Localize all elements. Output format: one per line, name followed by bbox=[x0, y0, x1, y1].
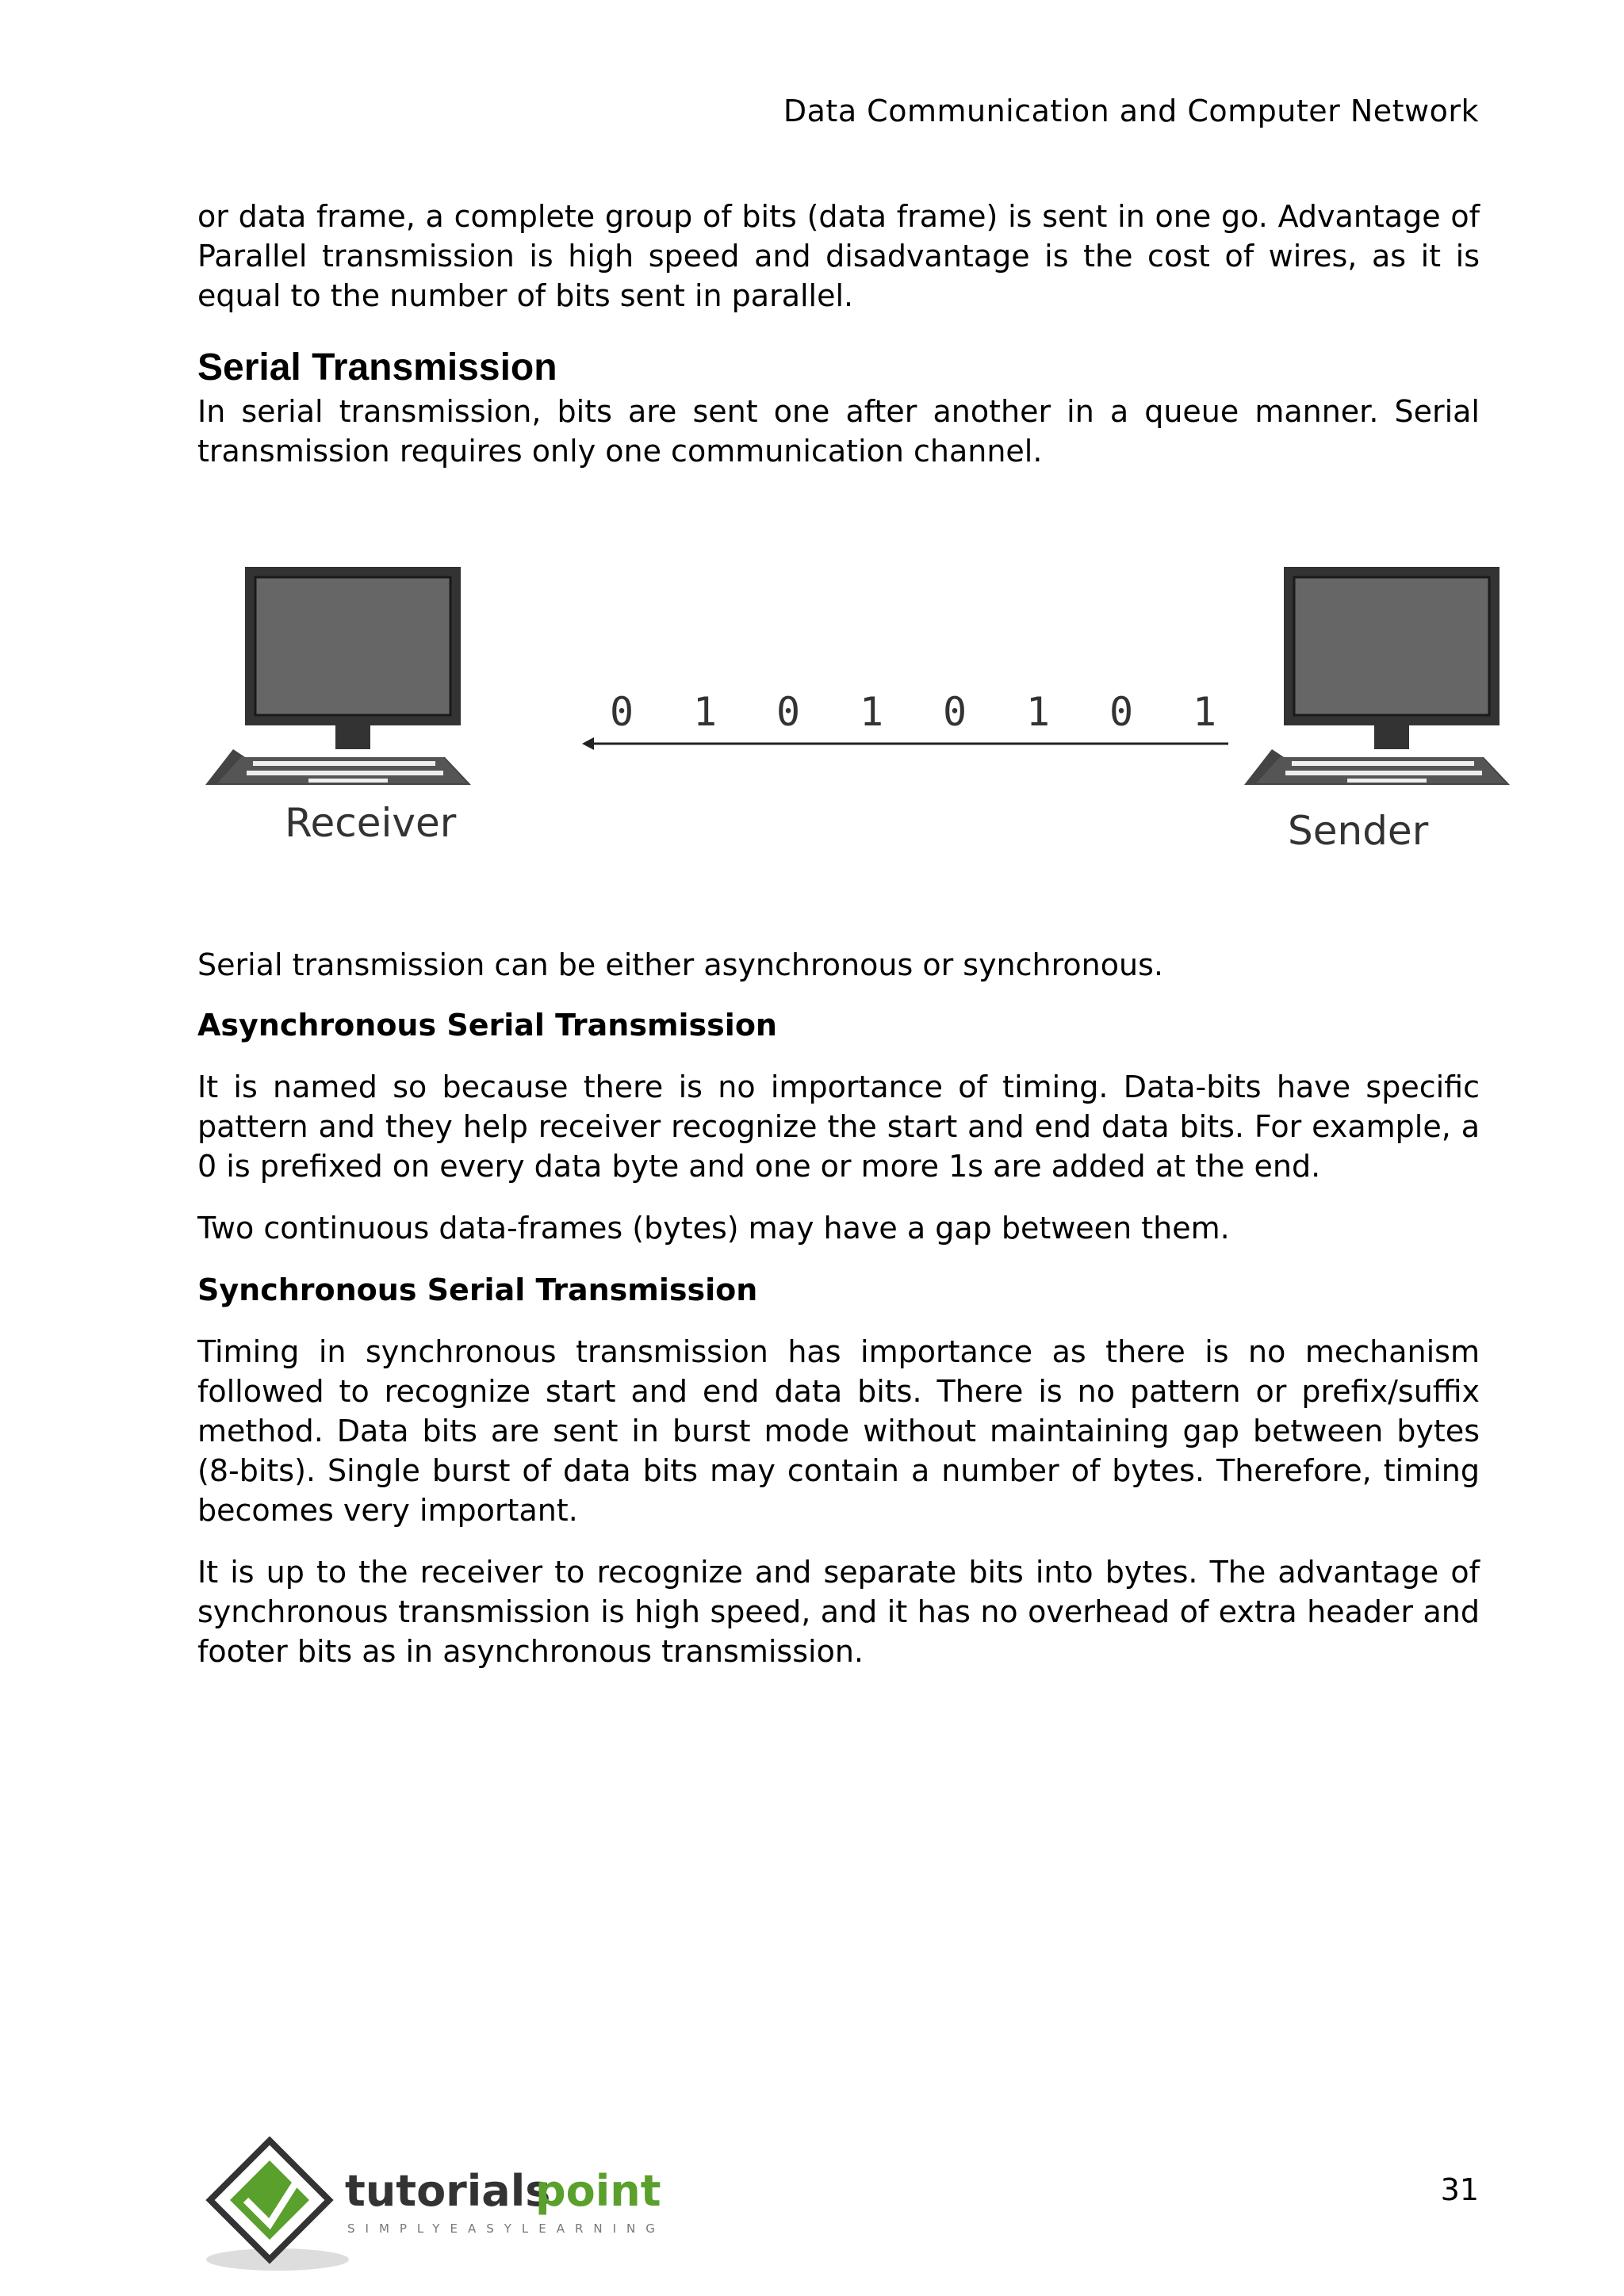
sender-computer-icon bbox=[1244, 567, 1510, 785]
main-content bbox=[197, 197, 1480, 1671]
bit-3: 1 bbox=[860, 689, 884, 735]
sender-label: Sender bbox=[1288, 808, 1429, 854]
paragraph-serial-intro: In serial transmission, bits are sent one after another in a queue manner. Serial transmission requires only one communication channel. bbox=[197, 394, 1480, 469]
bit-4: 0 bbox=[943, 689, 967, 735]
bit-7: 1 bbox=[1193, 689, 1217, 735]
bit-0: 0 bbox=[610, 689, 634, 735]
bit-1: 1 bbox=[693, 689, 718, 735]
bit-5: 1 bbox=[1026, 689, 1051, 735]
heading-serial-transmission: Serial Transmission bbox=[197, 346, 557, 388]
page-number: 31 bbox=[1440, 2172, 1479, 2207]
paragraph-sync-advantage: It is up to the receiver to recognize and separate bits into bytes. The advantage of synchronous transmission is high speed, and it has no overhead of extra header and footer bits as in asynchronous transmission. bbox=[197, 1555, 1480, 1669]
serial-transmission-diagram bbox=[197, 547, 1530, 880]
heading-async-serial: Asynchronous Serial Transmission bbox=[197, 1008, 777, 1043]
paragraph-async-gap: Two continuous data-frames (bytes) may have a gap between them. bbox=[197, 1211, 1230, 1246]
logo-tagline: SIMPLYEASYLEARNING bbox=[347, 2221, 665, 2236]
paragraph-parallel-end: or data frame, a complete group of bits (data frame) is sent in one go. Advantage of Parallel transmission is high speed and disadvantage is the cost of wires, as it is equal to the number of bits sent in parallel. bbox=[197, 199, 1480, 313]
heading-sync-serial: Synchronous Serial Transmission bbox=[197, 1272, 758, 1307]
bit-sequence bbox=[610, 689, 1216, 735]
receiver-computer-icon bbox=[205, 567, 471, 785]
transmission-arrow-head bbox=[582, 737, 594, 750]
paragraph-async-desc: It is named so because there is no importance of timing. Data-bits have specific pattern and they help receiver recognize the start and end data bits. For example, a 0 is prefixed on every data byte and one or more 1s are added at the end. bbox=[197, 1070, 1480, 1184]
paragraph-sync-desc: Timing in synchronous transmission has importance as there is no mechanism followed to recognize start and end data bits. There is no pattern or prefix/suffix method. Data bits are sent in burst mode without maintaining gap between bytes (8-bits). Single burst of data bits may contain a number of bytes. Therefore, timing becomes very important. bbox=[197, 1334, 1480, 1528]
paragraph-serial-types: Serial transmission can be either asynchronous or synchronous. bbox=[197, 947, 1163, 982]
logo-text-point: point bbox=[535, 2166, 661, 2216]
bit-2: 0 bbox=[776, 689, 801, 735]
receiver-label: Receiver bbox=[285, 800, 457, 846]
bit-6: 0 bbox=[1109, 689, 1134, 735]
page-header: Data Communication and Computer Network bbox=[783, 94, 1479, 128]
tutorialspoint-logo bbox=[198, 2125, 722, 2275]
logo-text-tutorials: tutorials bbox=[345, 2166, 551, 2216]
